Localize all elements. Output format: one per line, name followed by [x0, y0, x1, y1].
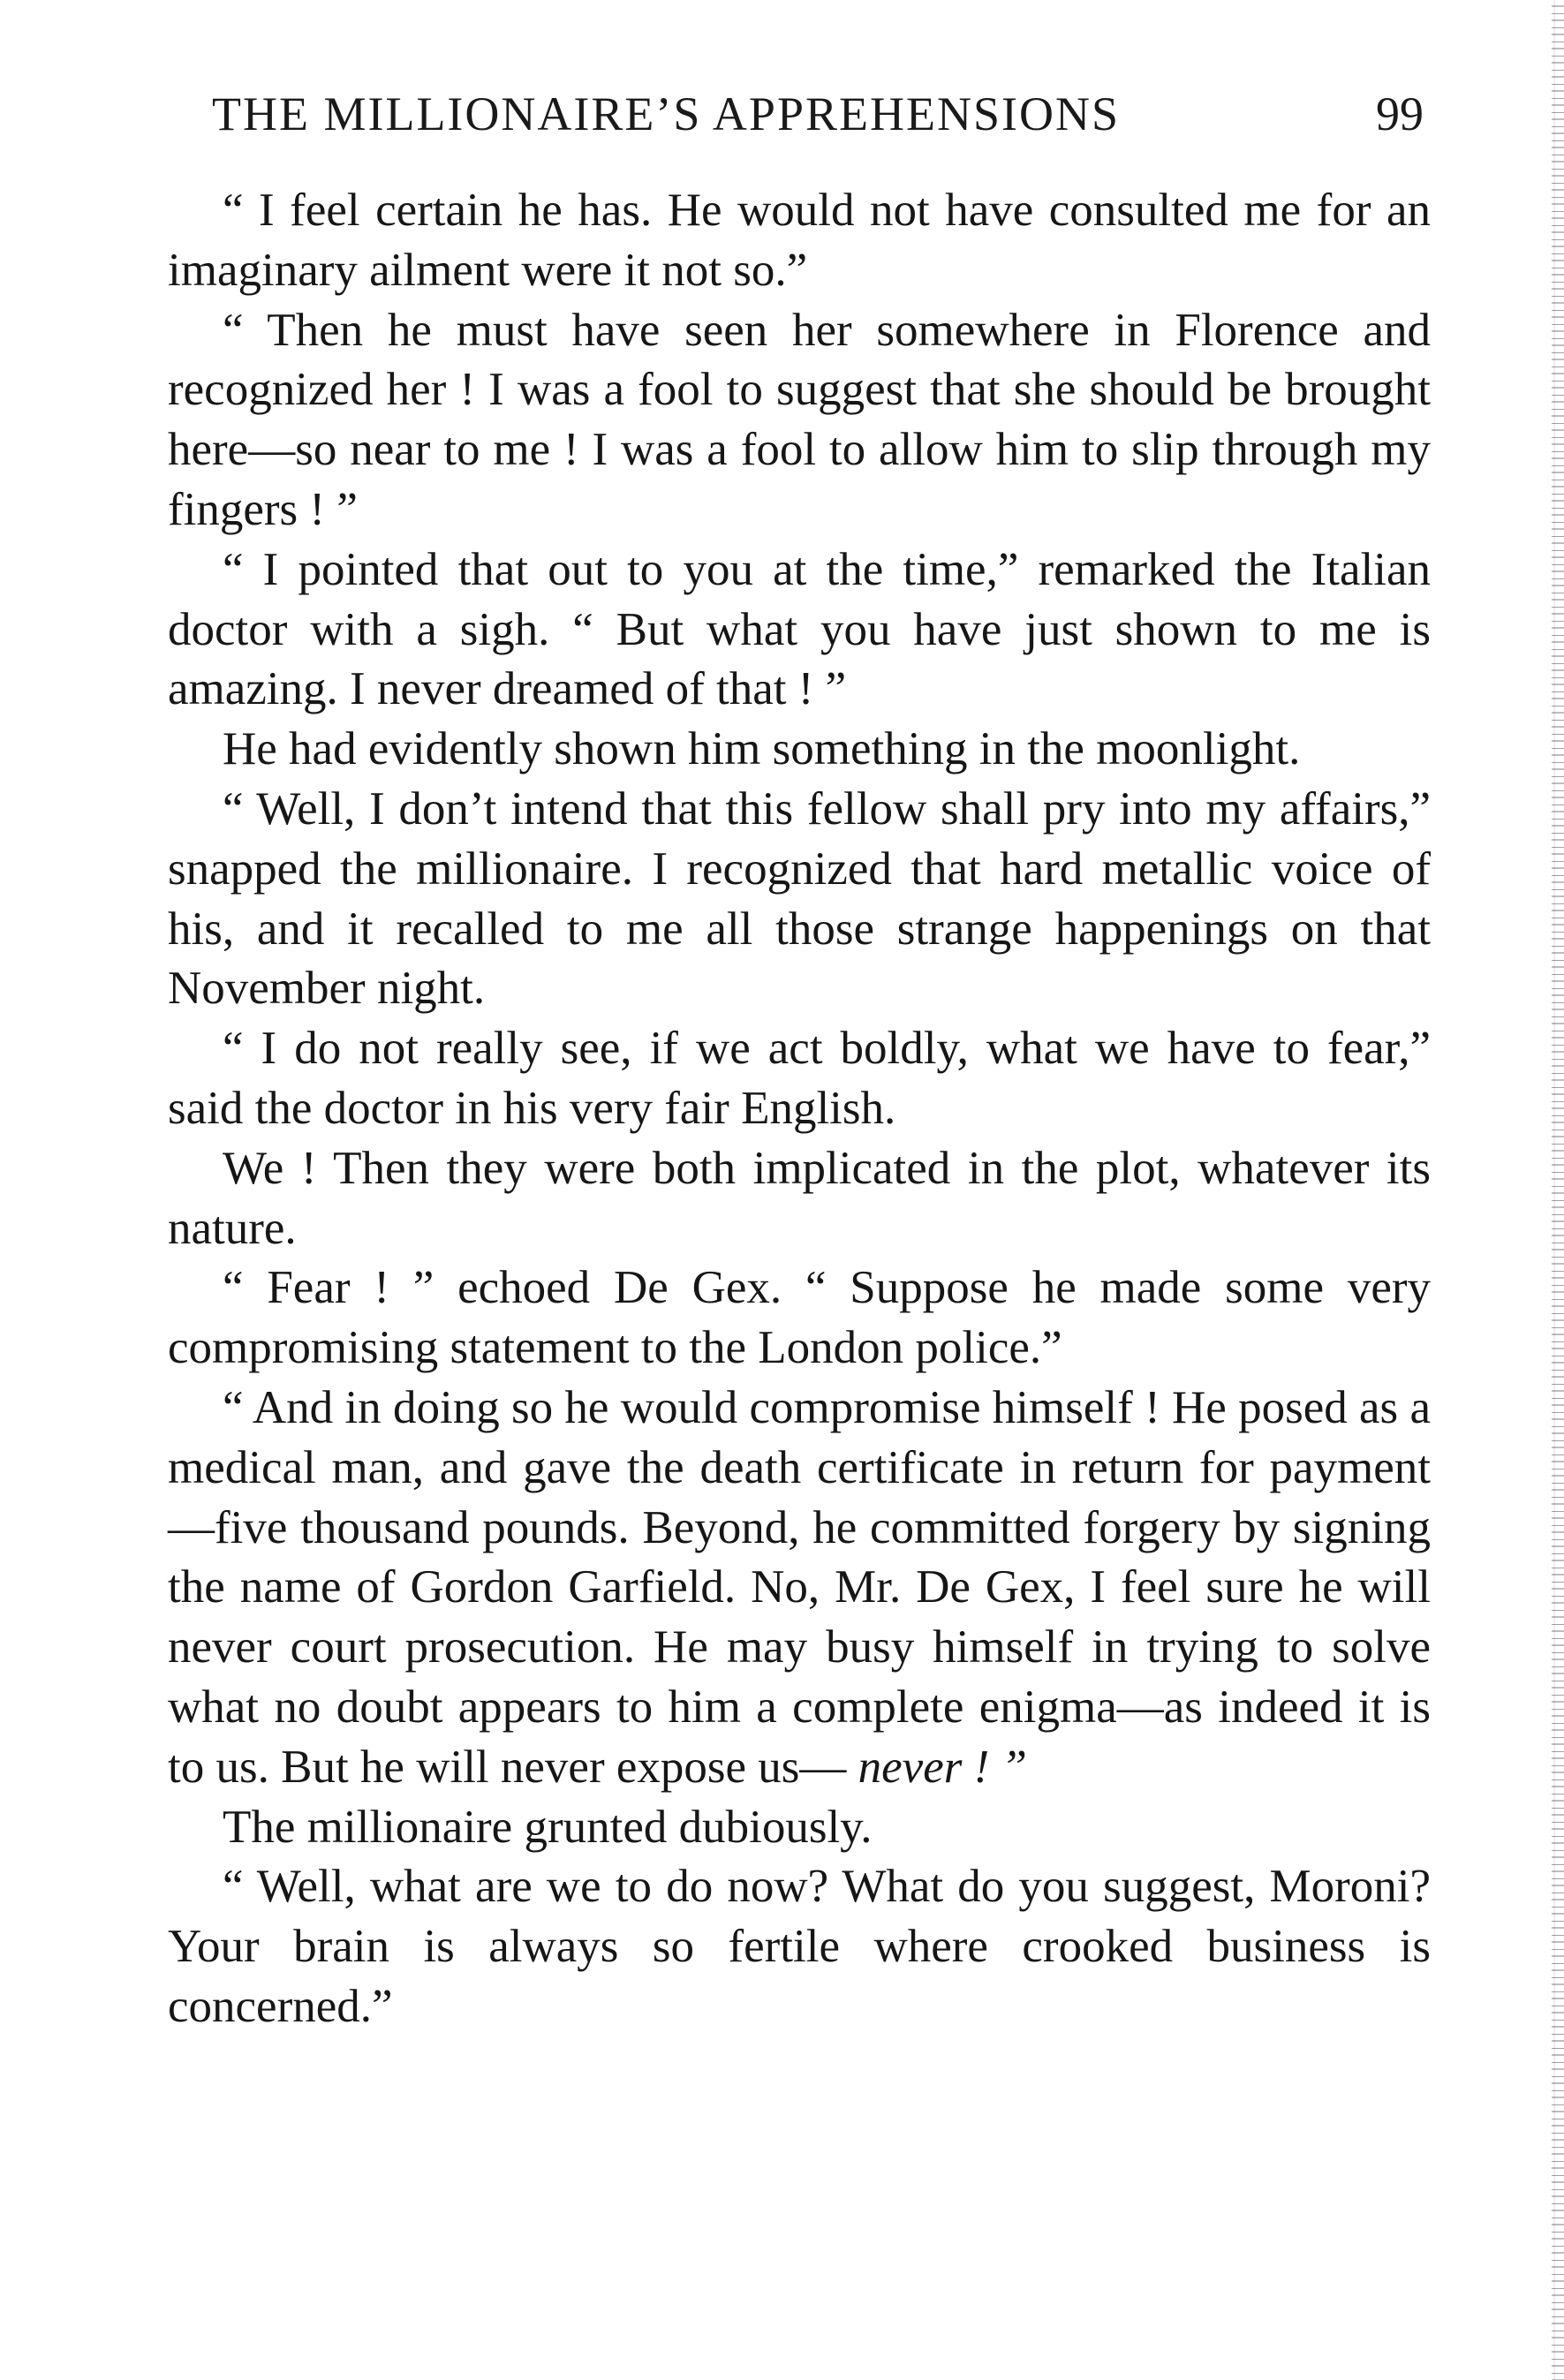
- running-head-title: THE MILLIONAIRE’S APPREHENSIONS: [212, 87, 1121, 140]
- page-gutter-shadow: [1552, 0, 1564, 2380]
- paragraph-text: “ And in doing so he would compromise himself ! He posed as a medical man, and gave the death certificate in return for payment—five thousand pounds. Beyond, he committed forgery by signing the name of Gordon Garfield. No, Mr. De Gex, I feel sure he will never court prosecution. He may busy himself in trying to solve what no doubt appears to him a complete enigma—as indeed it is to us. But he will never expose us—: [168, 1381, 1431, 1793]
- paragraph-with-emphasis: [168, 1379, 1431, 1798]
- paragraph: “ I pointed that out to you at the time,” remarked the Italian doctor with a sigh. “ But what you have just shown to me is amazing. I never dreamed of that ! ”: [168, 543, 1431, 715]
- page-number: 99: [1376, 87, 1424, 140]
- running-head: [212, 87, 1424, 157]
- paragraph: “ Well, what are we to do now? What do you suggest, Moroni? Your brain is always so fertile where crooked business is concerned.”: [168, 1861, 1431, 2032]
- paragraph: “ Well, I don’t intend that this fellow shall pry into my affairs,” snapped the millionaire. I recognized that hard metallic voice of his, and it recalled to me all those strange happenings on that November night.: [168, 782, 1431, 1015]
- paragraph: He had evidently shown him something in the moonlight.: [223, 723, 1301, 775]
- emphasis-never: never ! ”: [858, 1741, 1027, 1793]
- body-text: [168, 181, 1431, 2037]
- paragraph: We ! Then they were both implicated in the plot, whatever its nature.: [168, 1142, 1431, 1254]
- paragraph: The millionaire grunted dubiously.: [223, 1801, 873, 1853]
- paragraph: “ I feel certain he has. He would not have consulted me for an imaginary ailment were it not so.”: [168, 185, 1431, 296]
- paragraph: “ Then he must have seen her somewhere in Florence and recognized her ! I was a fool to suggest that she should be brought here—so near to me ! I was a fool to allow him to slip through my fingers ! ”: [168, 304, 1431, 535]
- paragraph: “ Fear ! ” echoed De Gex. “ Suppose he made some very compromising statement to the London police.”: [168, 1262, 1431, 1374]
- paragraph: “ I do not really see, if we act boldly, what we have to fear,” said the doctor in his very fair English.: [168, 1023, 1431, 1134]
